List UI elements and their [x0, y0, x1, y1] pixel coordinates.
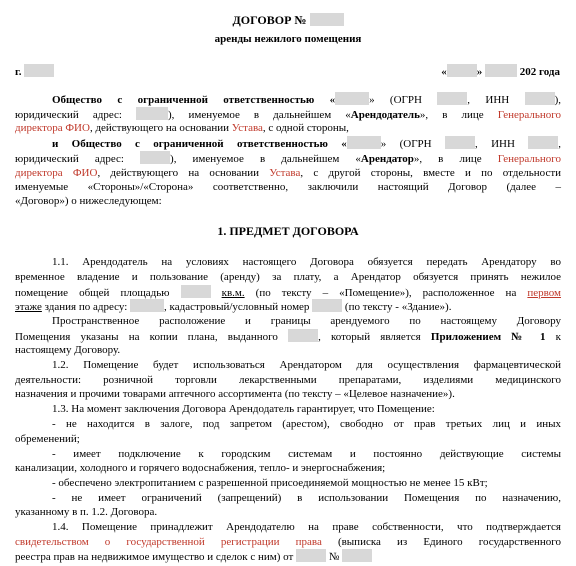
redacted-lessee-name	[347, 136, 381, 149]
s1-line-14: - имеет подключение к городским системам и постоянно действующие системы	[52, 448, 561, 460]
text: Приложением № 1	[430, 331, 546, 343]
date-quote-close: »	[476, 66, 483, 78]
text: свидетельством о государственной регистрации права	[15, 536, 322, 548]
s1-line-6	[15, 329, 561, 343]
s1-line-10: назначения и прочими товарами аптечного ассортимента (по тексту – «Целевое назначение»).	[15, 388, 455, 400]
text: Генерального	[497, 109, 562, 121]
s1-line-21	[15, 549, 561, 563]
text: юридический адрес:	[15, 109, 122, 121]
city-line	[15, 64, 54, 78]
parties-line-5	[15, 151, 561, 165]
text: , с другой стороны, вместе и по отдельности	[300, 167, 562, 179]
text: (выписка из Единого государственного	[337, 536, 561, 548]
redacted-city	[24, 64, 54, 77]
text: помещение общей площадью	[15, 287, 170, 299]
redacted-cadastral-number	[312, 299, 342, 312]
text: №	[328, 551, 340, 563]
text: (по тексту – «Помещение»), расположенное на	[255, 287, 517, 299]
text: юридический адрес:	[15, 153, 124, 165]
text: , ИНН	[467, 94, 510, 106]
redacted-lessor-name	[335, 92, 369, 105]
s1-line-7: настоящему Договору.	[15, 344, 121, 356]
text: » (ОГРН	[380, 138, 432, 150]
s1-line-16: - обеспечено электропитанием с разрешенной присоединяемой мощностью не менее 15 кВт;	[52, 477, 488, 489]
text: реестра прав на недвижимое имущество и сделок с ним) от	[15, 551, 294, 563]
text: , который является	[318, 331, 421, 343]
text: Генерального	[497, 153, 562, 165]
parties-line-2	[15, 107, 561, 121]
s1-line-1: 1.1. Арендодатель на условиях настоящего Договора обязуется передать Арендатору во	[52, 256, 561, 268]
text: , с одной стороны,	[262, 122, 349, 134]
text: к	[555, 331, 562, 343]
redacted-registration-number	[342, 549, 372, 562]
text: директора ФИО	[15, 122, 90, 134]
parties-line-3	[15, 121, 561, 135]
s1-line-5: Пространственное расположение и границы арендуемого по настоящему Договору	[52, 315, 561, 327]
redacted-issuer	[288, 329, 318, 342]
redacted-month	[485, 64, 517, 77]
text: », в лице	[413, 153, 482, 165]
s1-line-20	[15, 535, 561, 549]
redacted-address	[130, 299, 164, 312]
parties-line-8: «Договор») о нижеследующем:	[15, 195, 162, 207]
city-label: г.	[15, 66, 22, 78]
date-line	[441, 64, 560, 78]
redacted-lessor-ogrn	[437, 92, 467, 105]
s1-line-8: 1.2. Помещение будет использоваться Арендатором для осуществления фармацевтической	[52, 359, 561, 371]
redacted-lessor-address	[136, 107, 168, 120]
text: ,	[558, 138, 561, 150]
text: Помещения указаны на копии плана, выданного	[15, 331, 278, 343]
s1-line-18: указанному в п. 1.2. Договора.	[15, 506, 158, 518]
text: Устава	[269, 167, 301, 179]
parties-line-1	[52, 92, 561, 106]
s1-line-2: временное владение и пользование (аренду) за плату, а Арендатор обязуется принять нежилое	[15, 271, 561, 283]
text: первом	[527, 287, 562, 299]
text: директора ФИО	[15, 167, 98, 179]
contract-subtitle: аренды нежилого помещения	[214, 33, 362, 45]
text: , ИНН	[474, 138, 515, 150]
redacted-contract-number	[310, 13, 344, 26]
contract-title	[0, 13, 576, 28]
text: ), именуемое в дальнейшем «	[168, 109, 351, 121]
text: и Общество с ограниченной ответственностью «	[52, 138, 347, 150]
s1-line-19: 1.4. Помещение принадлежит Арендодателю на праве собственности, что подтверждается	[52, 521, 561, 533]
s1-line-13: обременений;	[15, 433, 80, 445]
parties-line-4	[52, 136, 561, 150]
text: ), именуемое в дальнейшем «	[170, 153, 361, 165]
text: Общество с ограниченной ответственностью «	[52, 94, 336, 106]
text: Арендатор	[360, 153, 414, 165]
text: (по тексту - «Здание»).	[344, 301, 452, 313]
title-text: ДОГОВОР №	[232, 13, 307, 27]
s1-line-11: 1.3. На момент заключения Договора Арендодатель гарантирует, что Помещение:	[52, 403, 435, 415]
text: ),	[554, 94, 561, 106]
text: , кадастровый/условный номер	[164, 301, 310, 313]
text: », в лице	[419, 109, 484, 121]
text: , действующего на основании	[97, 167, 259, 179]
s1-line-9: деятельности: розничной торговли лекарственными препаратами, изделиями медицинского	[15, 374, 561, 386]
s1-line-12: - не находится в залоге, под запретом (арестом), свободно от прав третьих лиц и иных	[52, 418, 561, 430]
redacted-day	[447, 64, 477, 77]
s1-line-15: канализации, холодного и горячего водоснабжения, тепло- и энергоснабжения;	[15, 462, 386, 474]
parties-line-6	[15, 166, 561, 180]
redacted-lessee-inn	[528, 136, 558, 149]
date-quote-open: «	[441, 66, 447, 78]
redacted-registration-date	[296, 549, 326, 562]
year-label: 202 года	[519, 66, 560, 78]
redacted-lessor-inn	[525, 92, 555, 105]
s1-line-3	[15, 285, 561, 299]
s1-line-17: - не имеет ограничений (запрещений) в использовании Помещения по назначению,	[52, 492, 561, 504]
redacted-area	[181, 285, 211, 298]
redacted-lessee-address	[140, 151, 170, 164]
text: Устава	[231, 122, 263, 134]
parties-line-7: именуемые «Стороны»/«Сторона» соответственно, заключили настоящий Договор (далее –	[15, 181, 561, 193]
text: , действующего на основании	[89, 122, 230, 134]
text: » (ОГРН	[369, 94, 422, 106]
s1-line-4	[15, 299, 561, 313]
text: этаже	[15, 301, 42, 313]
redacted-lessee-ogrn	[445, 136, 475, 149]
text: здания по адресу:	[44, 301, 128, 313]
text: кв.м.	[221, 287, 245, 299]
text: Арендодатель	[350, 109, 420, 121]
section-heading: 1. ПРЕДМЕТ ДОГОВОРА	[217, 224, 359, 238]
